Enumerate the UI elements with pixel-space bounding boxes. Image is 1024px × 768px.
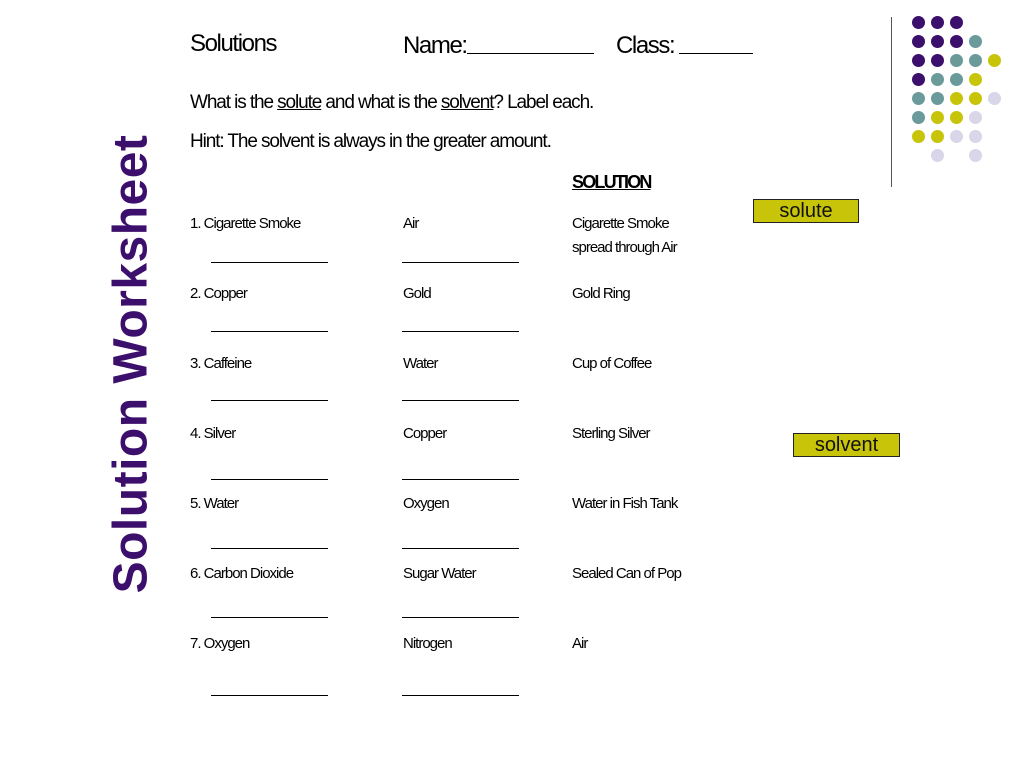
decorative-dot <box>950 54 963 67</box>
row5-item-b: Oxygen <box>403 495 449 512</box>
row2-solution: Gold Ring <box>572 285 630 302</box>
row1-solution-line2: spread through Air <box>572 239 677 256</box>
side-title-text: Solution Worksheet <box>104 134 158 594</box>
decorative-dot <box>969 149 982 162</box>
decorative-dot <box>950 111 963 124</box>
solution-column-header: SOLUTION <box>572 172 651 192</box>
name-blank[interactable] <box>467 53 594 54</box>
decorative-dot <box>912 16 925 29</box>
decorative-dot <box>912 92 925 105</box>
row4-item-b: Copper <box>403 425 447 442</box>
decorative-divider <box>891 17 892 187</box>
decorative-dot <box>950 35 963 48</box>
instruction-question: What is the solute and what is the solvent? Label each. <box>190 92 594 113</box>
row6-blank-b[interactable] <box>402 617 519 618</box>
row1-item-a: 1. Cigarette Smoke <box>190 215 301 232</box>
decorative-dot <box>912 73 925 86</box>
row7-solution: Air <box>572 635 588 652</box>
row7-blank-b[interactable] <box>402 695 519 696</box>
decorative-dot <box>950 92 963 105</box>
solvent-label-box[interactable]: solvent <box>793 433 900 457</box>
side-title <box>106 100 156 628</box>
row2-blank-a[interactable] <box>211 331 328 332</box>
row3-solution: Cup of Coffee <box>572 355 652 372</box>
row2-item-a: 2. Copper <box>190 285 247 302</box>
row7-item-b: Nitrogen <box>403 635 452 652</box>
row6-blank-a[interactable] <box>211 617 328 618</box>
row6-item-a: 6. Carbon Dioxide <box>190 565 294 582</box>
solute-word: solute <box>277 92 322 113</box>
row6-solution: Sealed Can of Pop <box>572 565 681 582</box>
name-label: Name: <box>403 32 467 59</box>
row5-blank-b[interactable] <box>402 548 519 549</box>
decorative-dot <box>931 111 944 124</box>
page-title: Solutions <box>190 30 277 57</box>
decorative-dot <box>931 16 944 29</box>
instruction-hint: Hint: The solvent is always in the greater amount. <box>190 131 551 152</box>
solute-label-box[interactable]: solute <box>753 199 859 223</box>
row5-solution: Water in Fish Tank <box>572 495 678 512</box>
decorative-dot <box>950 130 963 143</box>
row6-item-b: Sugar Water <box>403 565 476 582</box>
class-blank[interactable] <box>679 53 753 54</box>
class-label: Class: <box>616 32 675 59</box>
decorative-dot <box>988 92 1001 105</box>
solvent-word: solvent <box>440 92 494 113</box>
row1-item-b: Air <box>403 215 419 232</box>
row4-blank-a[interactable] <box>211 479 328 480</box>
decorative-dot <box>931 149 944 162</box>
decorative-dot <box>931 35 944 48</box>
decorative-dot <box>969 111 982 124</box>
decorative-dot <box>912 54 925 67</box>
decorative-dot <box>969 73 982 86</box>
decorative-dot <box>912 35 925 48</box>
row4-solution: Sterling Silver <box>572 425 650 442</box>
decorative-dot <box>931 92 944 105</box>
decorative-dot <box>969 54 982 67</box>
row2-item-b: Gold <box>403 285 431 302</box>
decorative-dot <box>931 54 944 67</box>
decorative-dot <box>931 73 944 86</box>
decorative-dot <box>969 130 982 143</box>
row4-item-a: 4. Silver <box>190 425 236 442</box>
row3-blank-b[interactable] <box>402 400 519 401</box>
row7-blank-a[interactable] <box>211 695 328 696</box>
row3-blank-a[interactable] <box>211 400 328 401</box>
decorative-dot <box>950 16 963 29</box>
row1-blank-b[interactable] <box>402 262 519 263</box>
row4-blank-b[interactable] <box>402 479 519 480</box>
decorative-dot <box>988 54 1001 67</box>
decorative-dot <box>931 130 944 143</box>
row5-item-a: 5. Water <box>190 495 239 512</box>
row5-blank-a[interactable] <box>211 548 328 549</box>
decorative-dot <box>969 92 982 105</box>
row1-solution: Cigarette Smoke <box>572 215 669 232</box>
decorative-dot <box>912 130 925 143</box>
row2-blank-b[interactable] <box>402 331 519 332</box>
decorative-dot <box>969 35 982 48</box>
row7-item-a: 7. Oxygen <box>190 635 250 652</box>
row1-blank-a[interactable] <box>211 262 328 263</box>
row3-item-b: Water <box>403 355 438 372</box>
decorative-dot <box>950 73 963 86</box>
row3-item-a: 3. Caffeine <box>190 355 252 372</box>
decorative-dot <box>912 111 925 124</box>
